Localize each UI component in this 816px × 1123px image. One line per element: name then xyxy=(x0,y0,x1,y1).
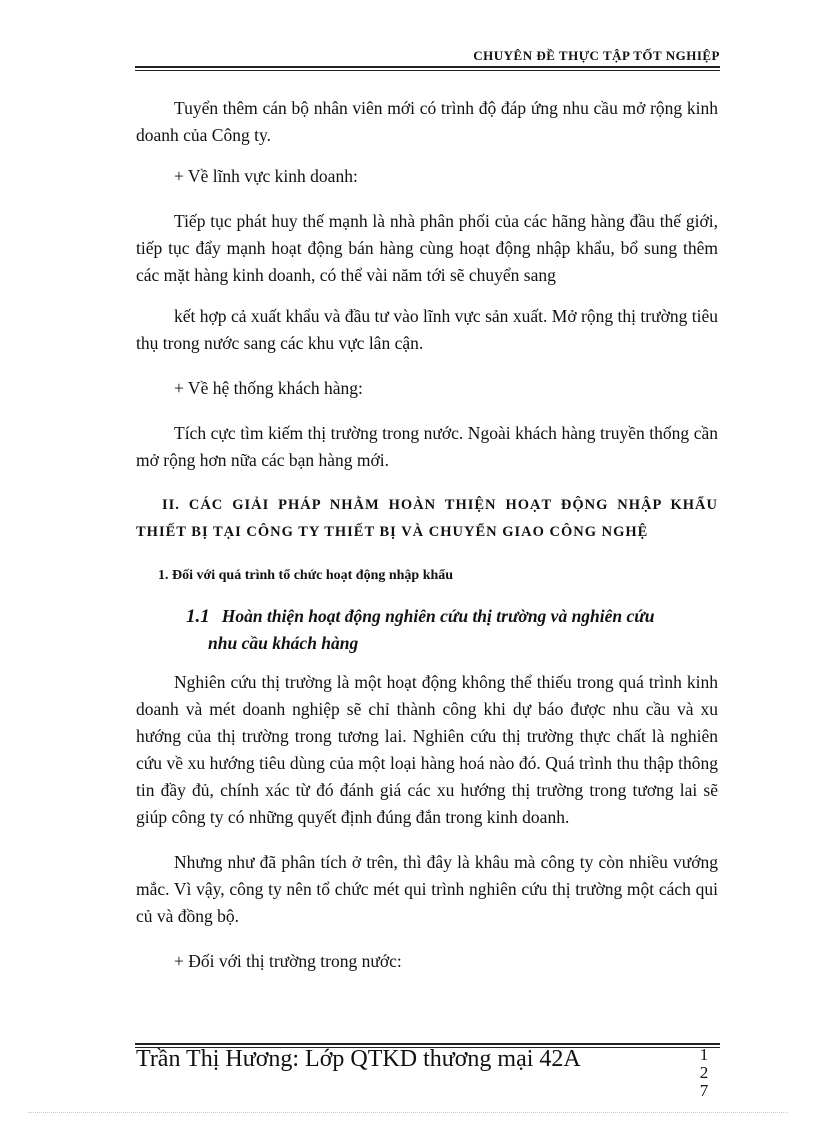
paragraph-customer-system: Tích cực tìm kiếm thị trường trong nước. Ngoài khách hàng truyền thống cần mở rộng hơn nữa các bạn hàng mới. xyxy=(136,423,718,470)
page-number-digit: 2 xyxy=(699,1063,709,1082)
paragraph-issues: Nhưng như đã phân tích ở trên, thì đây là khâu mà công ty còn nhiều vướng mắc. Vì vậy, công ty nên tổ chức mét qui trình nghiên cứu thị trường một cách qui củ và đồng bộ. xyxy=(136,852,718,926)
page-content xyxy=(136,95,718,993)
running-header-title: CHUYÊN ĐỀ THỰC TẬP TỐT NGHIỆP xyxy=(473,48,720,63)
paragraph-staffing: Tuyển thêm cán bộ nhân viên mới có trình độ đáp ứng nhu cầu mở rộng kinh doanh của Công ty. xyxy=(136,98,718,145)
subsection-heading-1: 1. Đối với quá trình tổ chức hoạt động nhập khẩu xyxy=(158,568,454,583)
page-number-digit: 7 xyxy=(699,1081,709,1100)
paragraph-business-field: Tiếp tục phát huy thế mạnh là nhà phân phối của các hãng hàng đầu thế giới, tiếp tục đẩy mạnh hoạt động bán hàng cùng hoạt động nhập khẩu, bổ sung thêm các mặt hàng kinh doanh, có thể vài năm tới sẽ chuyển sang xyxy=(136,211,718,285)
page-number xyxy=(697,1046,711,1100)
paragraph-customer-system-label: + Về hệ thống khách hàng: xyxy=(174,378,363,398)
paragraph-market-research: Nghiên cứu thị trường là một hoạt động không thể thiếu trong quá trình kinh doanh và mét doanh nghiệp sẽ chỉ thành công khi dự báo được nhu cầu và xu hướng của thị trường trong tương lai. Nghiên cứu thị trường thực chất là nghiên cứu về xu hướng tiêu dùng của một loại hàng hoá nào đó. Quá trình thu thập thông tin đầy đủ, chính xác từ đó đánh giá các xu hướng thị trường trong tương lai sẽ giúp công ty có những quyết định đúng đắn trong kinh doanh. xyxy=(136,672,718,827)
bottom-dotted-line xyxy=(28,1112,788,1113)
page-number-digit: 1 xyxy=(699,1045,709,1064)
heading-line-2: nhu cầu khách hàng xyxy=(208,633,359,653)
section-heading-ii: II. CÁC GIẢI PHÁP NHẰM HOÀN THIỆN HOẠT ĐỘNG NHẬP KHẨU THIẾT BỊ TẠI CÔNG TY THIẾT BỊ VÀ CHUYỂN GIAO CÔNG NGHỆ xyxy=(136,497,718,540)
paragraph-export-investment: kết hợp cả xuất khẩu và đầu tư vào lĩnh vực sản xuất. Mở rộng thị trường tiêu thụ trong nước sang các khu vực lân cận. xyxy=(136,306,718,353)
paragraph-business-field-label: + Về lĩnh vực kinh doanh: xyxy=(174,166,358,186)
footer-author: Trần Thị Hương: Lớp QTKD thương mại 42A xyxy=(136,1046,581,1072)
heading-number: 1.1 xyxy=(186,606,210,627)
header-rule xyxy=(135,66,720,71)
subsection-heading-1-1 xyxy=(186,603,718,657)
heading-line-1: Hoàn thiện hoạt động nghiên cứu thị trường và nghiên cứu xyxy=(221,606,655,626)
paragraph-domestic-market-label: + Đối với thị trường trong nước: xyxy=(174,951,402,971)
